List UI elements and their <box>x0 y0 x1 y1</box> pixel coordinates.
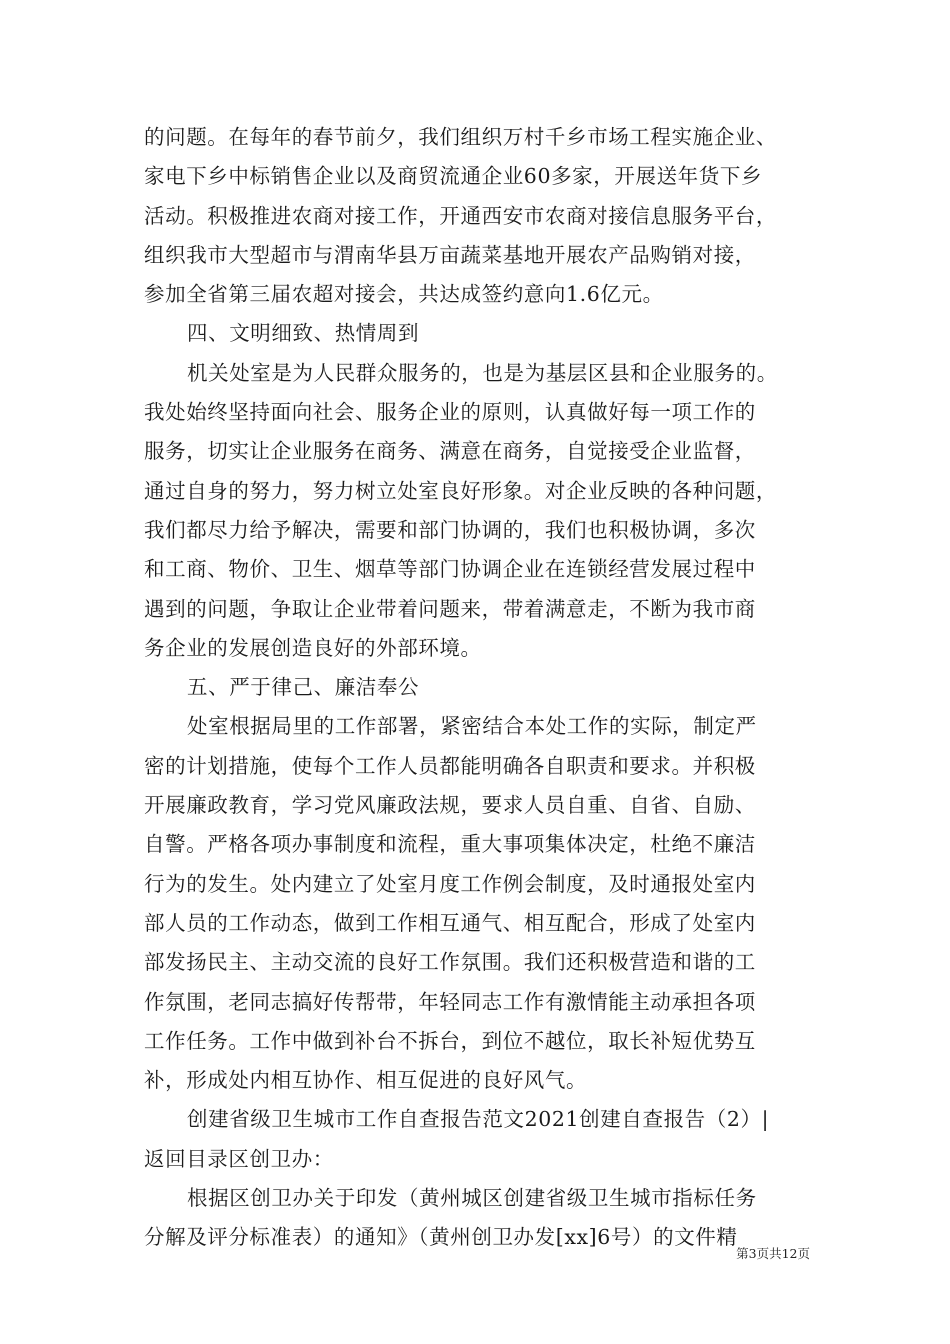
text-line: 分解及评分标准表）的通知》（黄州创卫办发[xx]6号）的文件精 <box>144 1225 738 1250</box>
section-heading-4: 四、文明细致、热情周到 <box>187 321 420 346</box>
text-line: 参加全省第三届农超对接会，共达成签约意向1.6亿元。 <box>144 282 664 307</box>
text-line: 处室根据局里的工作部署，紧密结合本处工作的实际，制定严 <box>187 714 757 739</box>
text-line: 机关处室是为人民群众服务的，也是为基层区县和企业服务的。 <box>187 360 778 385</box>
text-line: 密的计划措施，使每个工作人员都能明确各自职责和要求。并积极 <box>144 753 756 778</box>
text-line: 我们都尽力给予解决，需要和部门协调的，我们也积极协调，多次 <box>144 517 756 542</box>
text-line: 开展廉政教育，学习党风廉政法规，要求人员自重、自省、自励、 <box>144 793 756 818</box>
text-line: 部发扬民主、主动交流的良好工作氛围。我们还积极营造和谐的工 <box>144 950 756 975</box>
text-line: 通过自身的努力，努力树立处室良好形象。对企业反映的各种问题， <box>144 478 777 503</box>
text-line: 家电下乡中标销售企业以及商贸流通企业60多家，开展送年货下乡 <box>144 164 763 189</box>
text-line: 返回目录区创卫办： <box>144 1146 334 1171</box>
text-line: 自警。严格各项办事制度和流程，重大事项集体决定，杜绝不廉洁 <box>144 832 756 857</box>
text-line: 补，形成处内相互协作、相互促进的良好风气。 <box>144 1068 588 1093</box>
text-line: 和工商、物价、卫生、烟草等部门协调企业在连锁经营发展过程中 <box>144 557 756 582</box>
text-line: 服务，切实让企业服务在商务、满意在商务，自觉接受企业监督， <box>144 439 756 464</box>
text-line: 务企业的发展创造良好的外部环境。 <box>144 635 482 660</box>
section-heading-5: 五、严于律己、廉洁奉公 <box>187 675 420 700</box>
page-number: 第3页共12页 <box>736 1246 810 1261</box>
text-line: 组织我市大型超市与渭南华县万亩蔬菜基地开展农产品购销对接， <box>144 242 756 267</box>
text-line: 作氛围，老同志搞好传帮带，年轻同志工作有激情能主动承担各项 <box>144 989 756 1014</box>
text-line: 我处始终坚持面向社会、服务企业的原则，认真做好每一项工作的 <box>144 400 756 425</box>
text-line: 遇到的问题，争取让企业带着问题来，带着满意走，不断为我市商 <box>144 596 756 621</box>
text-line: 行为的发生。处内建立了处室月度工作例会制度，及时通报处室内 <box>144 871 756 896</box>
text-line: 的问题。在每年的春节前夕，我们组织万村千乡市场工程实施企业、 <box>144 125 777 149</box>
text-line: 工作任务。工作中做到补台不拆台，到位不越位，取长补短优势互 <box>144 1028 756 1053</box>
text-line: 部人员的工作动态，做到工作相互通气、相互配合，形成了处室内 <box>144 910 756 935</box>
document-body <box>144 118 808 1258</box>
text-line: 活动。积极推进农商对接工作，开通西安市农商对接信息服务平台， <box>144 203 777 228</box>
report-title-line: 创建省级卫生城市工作自查报告范文2021创建自查报告（2）| <box>187 1107 770 1132</box>
text-line: 根据区创卫办关于印发（黄州城区创建省级卫生城市指标任务 <box>187 1186 757 1211</box>
